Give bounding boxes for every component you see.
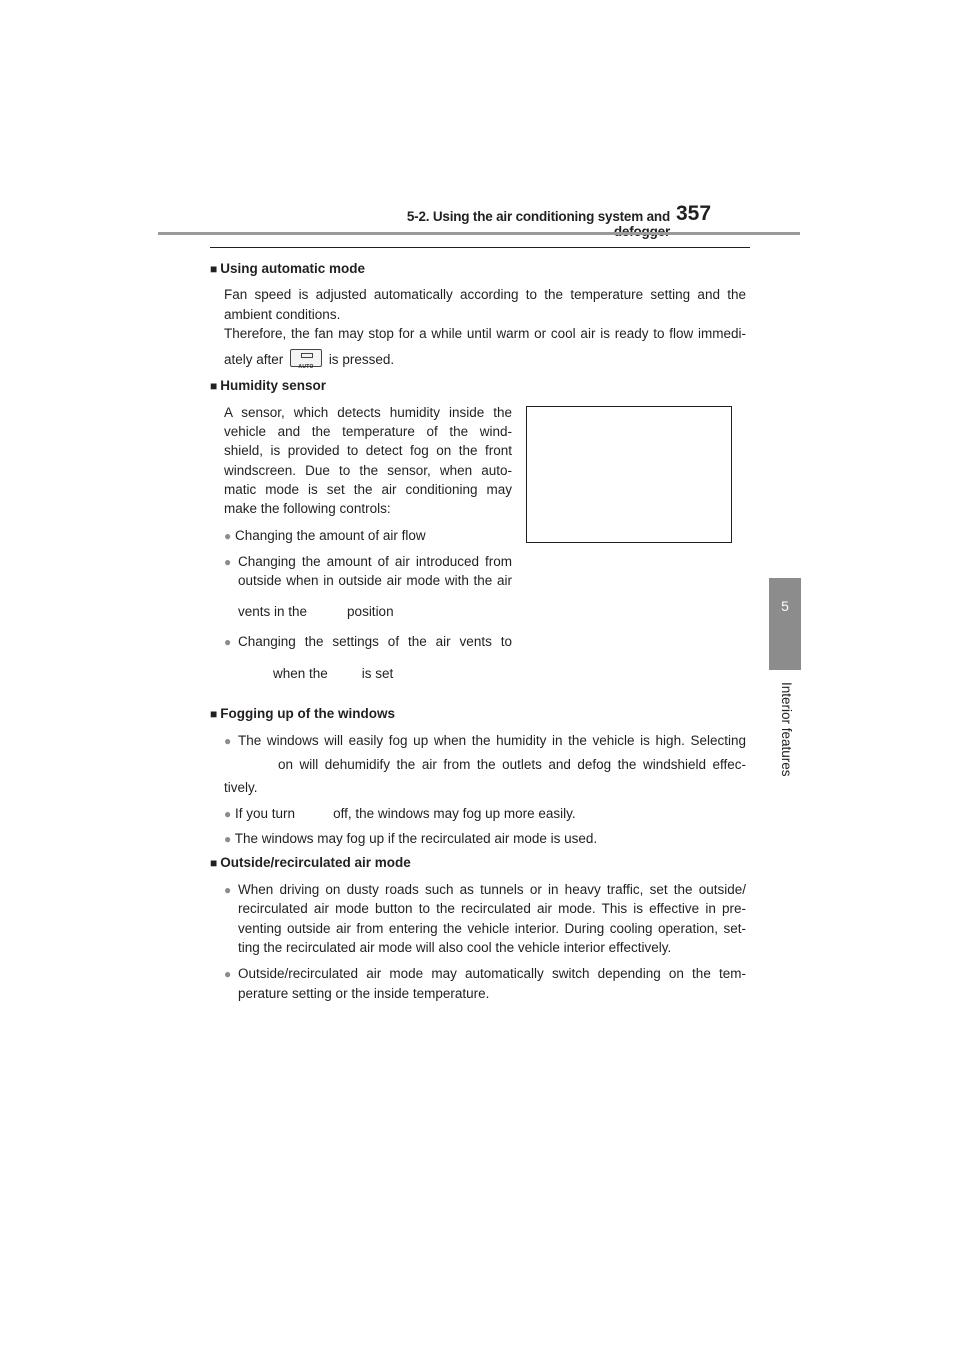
auto-mode-line-2: ambient conditions. (224, 307, 341, 322)
section-rule (210, 247, 750, 248)
humidity-bullet-3 (224, 632, 231, 653)
humidity-bullet-2-line-2: outside when in outside air mode with the air (238, 573, 512, 588)
humidity-text-line-1: A sensor, which detects humidity inside the (224, 405, 512, 420)
bullet-icon: ● (224, 734, 232, 748)
recirc-bullet-1-line-2: recirculated air mode button to the recirculated air mode. This is effective in pre- (238, 901, 746, 916)
humidity-bullet-2 (224, 552, 231, 573)
humidity-bullet-2-line-1: Changing the amount of air introduced from (238, 554, 512, 569)
bullet-icon: ● (224, 635, 232, 649)
humidity-bullet-2-line-3: vents in the position (238, 604, 394, 619)
recirc-bullet-2-line-1: Outside/recirculated air mode may automatically switch depending on the tem- (238, 966, 746, 981)
recirc-bullet-2-line-2: perature setting or the inside temperature. (238, 986, 490, 1001)
header-rule (158, 232, 800, 235)
section-square-icon: ■ (210, 262, 218, 276)
fogging-bullet-1-line-1: The windows will easily fog up when the humidity in the vehicle is high. Selecting (238, 733, 746, 748)
bullet-icon: ● (224, 967, 232, 981)
recirc-bullet-1-line-4: ting the recirculated air mode will also cool the vehicle interior effectively. (238, 940, 672, 955)
bullet-icon: ● (224, 807, 232, 821)
bullet-icon: ● (224, 883, 232, 897)
recirc-bullet-1-line-3: venting outside air from entering the vehicle interior. During cooling operation, set- (238, 921, 746, 936)
humidity-sensor-figure (526, 406, 732, 543)
section-heading-fogging: ■ Fogging up of the windows (210, 706, 395, 721)
humidity-text-line-6: make the following controls: (224, 501, 391, 516)
section-heading-auto-mode: ■ Using automatic mode (210, 261, 366, 276)
recirc-bullet-2 (224, 964, 231, 985)
humidity-text-line-5: matic mode is set the air conditioning may (224, 482, 512, 497)
humidity-text-line-3: shield, is provided to detect fog on the front (224, 443, 512, 458)
humidity-bullet-3-line-2: when the is set (273, 666, 394, 681)
humidity-text-line-4: windscreen. Due to the sensor, when auto- (224, 463, 512, 478)
fogging-bullet-1-line-2: on will dehumidify the air from the outlets and defog the windshield effec- (278, 757, 746, 772)
section-square-icon: ■ (210, 379, 218, 393)
chapter-header-title: 5-2. Using the air conditioning system and (406, 209, 670, 224)
auto-button-icon: AUTO (290, 349, 322, 367)
recirc-bullet-1 (224, 880, 231, 901)
page-number: 357 (676, 202, 712, 225)
chapter-side-label: Interior features (779, 682, 794, 777)
bullet-icon: ● (224, 832, 232, 846)
humidity-bullet-3-line-1: Changing the settings of the air vents to (238, 634, 512, 649)
chapter-side-tab (769, 578, 801, 670)
fogging-bullet-1 (224, 731, 231, 752)
section-square-icon: ■ (210, 856, 218, 870)
fogging-bullet-2: ● If you turn off, the windows may fog up more easily. (224, 806, 576, 821)
fogging-bullet-1-line-3: tively. (224, 780, 258, 795)
chapter-tab-number: 5 (781, 598, 789, 614)
fogging-bullet-3: ● The windows may fog up if the recirculated air mode is used. (224, 831, 598, 846)
section-heading-recirc: ■ Outside/recirculated air mode (210, 855, 411, 870)
bullet-icon: ● (224, 555, 232, 569)
auto-mode-line-3: Therefore, the fan may stop for a while until warm or cool air is ready to flow immedi- (224, 326, 746, 341)
humidity-bullet-1: ● Changing the amount of air flow (224, 528, 426, 543)
auto-mode-line-4: ately after AUTO is pressed. (224, 349, 394, 370)
section-square-icon: ■ (210, 707, 218, 721)
recirc-bullet-1-line-1: When driving on dusty roads such as tunnels or in heavy traffic, set the outside/ (238, 882, 746, 897)
humidity-text-line-2: vehicle and the temperature of the wind- (224, 424, 512, 439)
section-heading-humidity: ■ Humidity sensor (210, 378, 327, 393)
bullet-icon: ● (224, 529, 232, 543)
auto-mode-line-1: Fan speed is adjusted automatically according to the temperature setting and the (224, 287, 746, 302)
